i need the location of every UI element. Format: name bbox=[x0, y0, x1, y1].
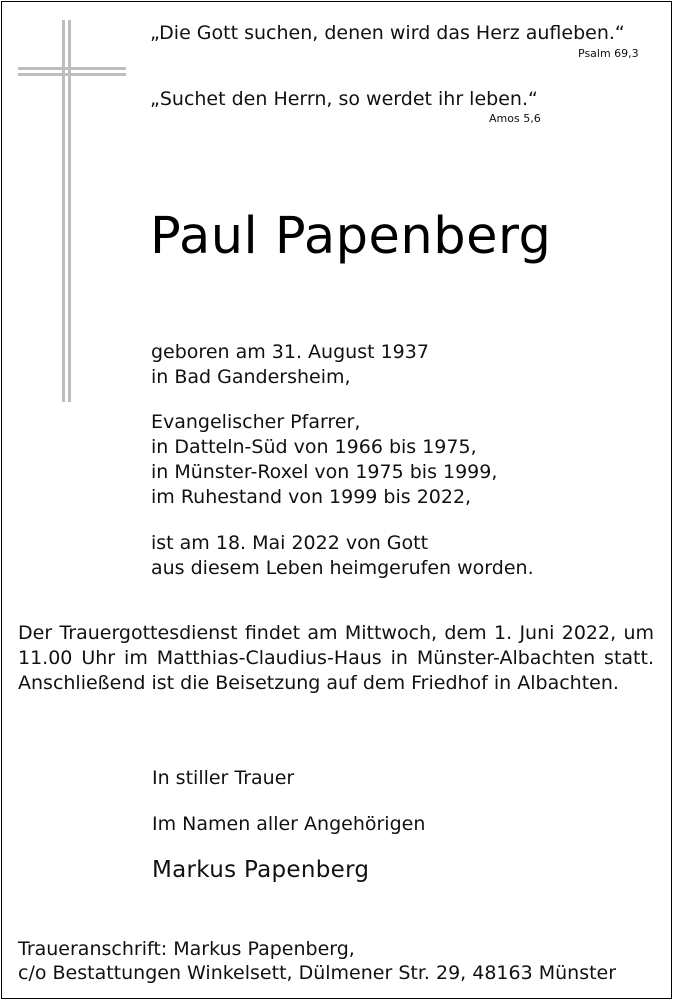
death-line: ist am 18. Mai 2022 von Gott bbox=[151, 532, 429, 554]
address-line: Traueranschrift: Markus Papenberg, bbox=[18, 938, 355, 960]
career-line: in Münster-Roxel von 1975 bis 1999, bbox=[151, 461, 498, 483]
quote-1: „Die Gott suchen, denen wird das Herz aufleben.“ bbox=[150, 22, 625, 44]
career-line: Evangelischer Pfarrer, bbox=[151, 411, 361, 433]
funeral-service-text: Der Trauergottesdienst findet am Mittwoch, dem 1. Juni 2022, um 11.00 Uhr im Matthias-Claudius-Haus in Münster-Albachten statt. Anschließend ist die Beisetzung auf dem Friedhof in Albachten. bbox=[18, 622, 654, 694]
death-line: aus diesem Leben heimgerufen worden. bbox=[151, 557, 534, 579]
career-info bbox=[151, 410, 497, 510]
birth-line: in Bad Gandersheim, bbox=[151, 366, 351, 388]
signer-name: Markus Papenberg bbox=[152, 857, 370, 883]
career-line: in Datteln-Süd von 1966 bis 1975, bbox=[151, 436, 477, 458]
deceased-name: Paul Papenberg bbox=[150, 207, 552, 266]
quote-2-reference: Amos 5,6 bbox=[489, 112, 541, 125]
death-info bbox=[151, 531, 534, 581]
quote-1-reference: Psalm 69,3 bbox=[578, 47, 639, 60]
cross-icon bbox=[18, 20, 128, 405]
mourning-address bbox=[18, 937, 616, 985]
birth-info bbox=[151, 340, 429, 390]
quote-2: „Suchet den Herrn, so werdet ihr leben.“ bbox=[150, 88, 538, 110]
mourning-line: In stiller Trauer bbox=[152, 767, 295, 789]
career-line: im Ruhestand von 1999 bis 2022, bbox=[151, 486, 472, 508]
birth-line: geboren am 31. August 1937 bbox=[151, 341, 429, 363]
address-line: c/o Bestattungen Winkelsett, Dülmener Str. 29, 48163 Münster bbox=[18, 962, 617, 984]
on-behalf-line: Im Namen aller Angehörigen bbox=[152, 813, 426, 835]
